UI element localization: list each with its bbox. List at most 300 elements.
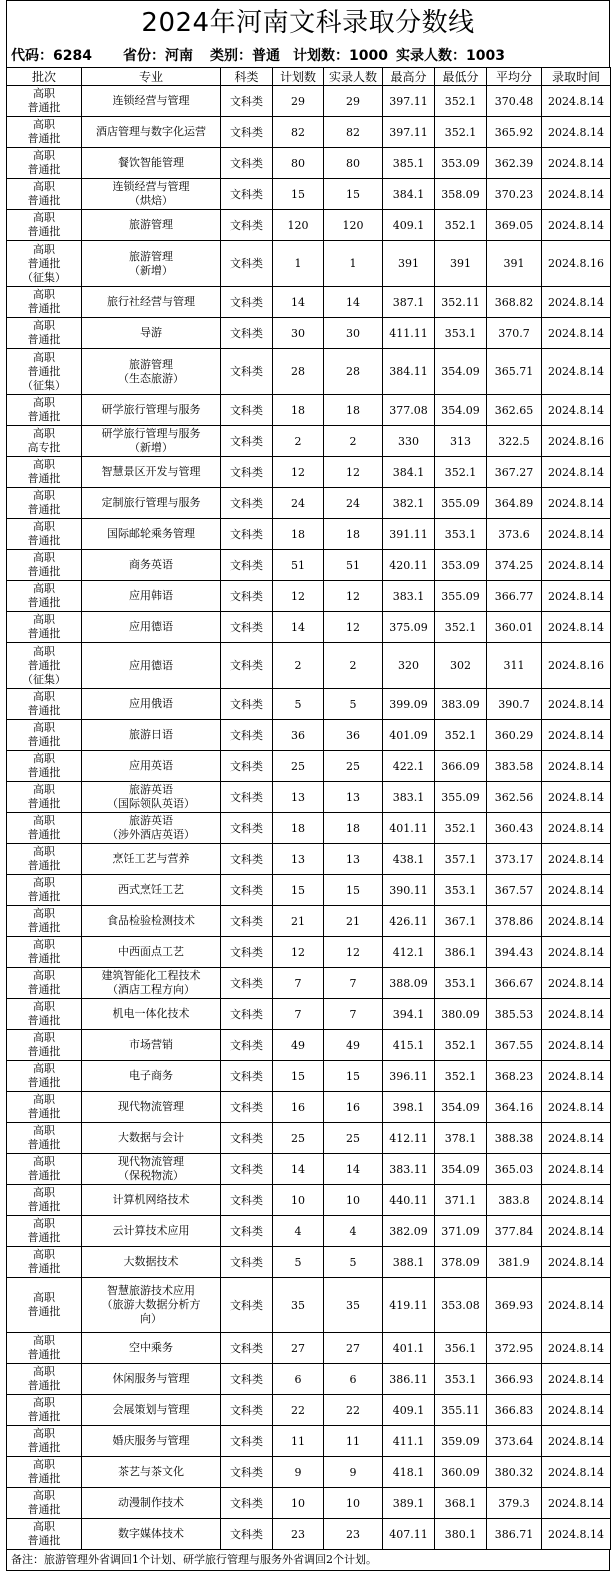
avg-score-cell: 369.93: [487, 1278, 542, 1333]
plan-cell: 27: [273, 1333, 324, 1364]
actual-cell: 25: [324, 1123, 383, 1154]
plan-cell: 9: [273, 1457, 324, 1488]
avg-score-cell: 366.77: [487, 581, 542, 612]
major-cell: 西式烹饪工艺: [82, 875, 221, 906]
min-score-cell: 366.09: [435, 751, 487, 782]
plan-cell: 80: [273, 148, 324, 179]
major-cell: 国际邮轮乘务管理: [82, 519, 221, 550]
plan-cell: 18: [273, 813, 324, 844]
table-row: [7, 906, 611, 937]
batch-cell: 高职 普通批: [7, 148, 82, 179]
actual-cell: 30: [324, 318, 383, 349]
table-row: [7, 1488, 611, 1519]
subject-cell: 文科类: [221, 318, 273, 349]
min-score-cell: 354.09: [435, 395, 487, 426]
header-date: 录取时间: [542, 68, 611, 86]
min-score-cell: 353.1: [435, 1364, 487, 1395]
subject-cell: 文科类: [221, 349, 273, 395]
min-score-cell: 352.1: [435, 457, 487, 488]
actual-cell: 6: [324, 1364, 383, 1395]
avg-score-cell: 322.5: [487, 426, 542, 457]
major-cell: 应用德语: [82, 643, 221, 689]
avg-score-cell: 380.32: [487, 1457, 542, 1488]
date-cell: 2024.8.14: [542, 1154, 611, 1185]
table-row: [7, 1185, 611, 1216]
batch-cell: 高职 普通批: [7, 519, 82, 550]
table-row: [7, 1030, 611, 1061]
avg-score-cell: 362.65: [487, 395, 542, 426]
plan-cell: 10: [273, 1488, 324, 1519]
avg-score-cell: 367.27: [487, 457, 542, 488]
actual-cell: 12: [324, 457, 383, 488]
major-cell: 大数据技术: [82, 1247, 221, 1278]
max-score-cell: 320: [383, 643, 435, 689]
table-body: [7, 86, 611, 1550]
min-score-cell: 380.1: [435, 1519, 487, 1550]
max-score-cell: 401.1: [383, 1333, 435, 1364]
plan-cell: 2: [273, 426, 324, 457]
date-cell: 2024.8.14: [542, 875, 611, 906]
plan-cell: 25: [273, 751, 324, 782]
avg-score-cell: 365.92: [487, 117, 542, 148]
max-score-cell: 388.09: [383, 968, 435, 999]
avg-score-cell: 362.39: [487, 148, 542, 179]
major-cell: 休闲服务与管理: [82, 1364, 221, 1395]
avg-score-cell: 366.67: [487, 968, 542, 999]
date-cell: 2024.8.14: [542, 1333, 611, 1364]
batch-cell: 高职 普通批 （征集）: [7, 241, 82, 287]
batch-cell: 高职 普通批: [7, 782, 82, 813]
max-score-cell: 386.11: [383, 1364, 435, 1395]
plan-cell: 24: [273, 488, 324, 519]
plan-cell: 18: [273, 395, 324, 426]
avg-score-cell: 370.48: [487, 86, 542, 117]
table-row: [7, 241, 611, 287]
batch-cell: 高职 普通批: [7, 179, 82, 210]
batch-cell: 高职 普通批: [7, 1395, 82, 1426]
actual-cell: 12: [324, 612, 383, 643]
batch-cell: 高职 普通批: [7, 1519, 82, 1550]
table-row: [7, 1519, 611, 1550]
actual-cell: 9: [324, 1457, 383, 1488]
subject-cell: 文科类: [221, 287, 273, 318]
max-score-cell: 384.1: [383, 457, 435, 488]
avg-score-cell: 383.58: [487, 751, 542, 782]
table-row: [7, 550, 611, 581]
actual-cell: 18: [324, 519, 383, 550]
table-row: [7, 395, 611, 426]
table-row: [7, 287, 611, 318]
subject-cell: 文科类: [221, 844, 273, 875]
avg-score-cell: 386.71: [487, 1519, 542, 1550]
date-cell: 2024.8.14: [542, 937, 611, 968]
plan-cell: 14: [273, 612, 324, 643]
subject-cell: 文科类: [221, 426, 273, 457]
avg-score-cell: 391: [487, 241, 542, 287]
min-score-cell: 378.09: [435, 1247, 487, 1278]
table-row: [7, 519, 611, 550]
batch-cell: 高职 普通批: [7, 86, 82, 117]
batch-cell: 高职 普通批: [7, 1364, 82, 1395]
table-row: [7, 937, 611, 968]
date-cell: 2024.8.14: [542, 782, 611, 813]
major-cell: 应用德语: [82, 612, 221, 643]
subject-cell: 文科类: [221, 86, 273, 117]
min-score-cell: 355.09: [435, 782, 487, 813]
major-cell: 研学旅行管理与服务 （新增）: [82, 426, 221, 457]
major-cell: 旅游英语 （国际领队英语）: [82, 782, 221, 813]
subject-cell: 文科类: [221, 1123, 273, 1154]
table-row: [7, 1123, 611, 1154]
max-score-cell: 384.11: [383, 349, 435, 395]
actual-cell: 49: [324, 1030, 383, 1061]
major-cell: 连锁经营与管理: [82, 86, 221, 117]
table-row: [7, 1278, 611, 1333]
major-cell: 旅行社经营与管理: [82, 287, 221, 318]
max-score-cell: 385.1: [383, 148, 435, 179]
avg-score-cell: 374.25: [487, 550, 542, 581]
subject-cell: 文科类: [221, 117, 273, 148]
table-row: [7, 1395, 611, 1426]
code-label: 代码：6284: [11, 48, 92, 64]
table-row: [7, 581, 611, 612]
plan-cell: 12: [273, 937, 324, 968]
plan-cell: 22: [273, 1395, 324, 1426]
max-score-cell: 397.11: [383, 117, 435, 148]
max-score-cell: 330: [383, 426, 435, 457]
min-score-cell: 354.09: [435, 349, 487, 395]
batch-cell: 高职 普通批: [7, 1030, 82, 1061]
plan-cell: 120: [273, 210, 324, 241]
subject-cell: 文科类: [221, 210, 273, 241]
min-score-cell: 352.11: [435, 287, 487, 318]
actual-cell: 25: [324, 751, 383, 782]
max-score-cell: 420.11: [383, 550, 435, 581]
batch-cell: 高职 高专批: [7, 426, 82, 457]
actual-cell: 22: [324, 1395, 383, 1426]
date-cell: 2024.8.14: [542, 720, 611, 751]
max-score-cell: 419.11: [383, 1278, 435, 1333]
actual-cell: 2: [324, 426, 383, 457]
avg-score-cell: 373.6: [487, 519, 542, 550]
avg-score-cell: 362.56: [487, 782, 542, 813]
batch-cell: 高职 普通批: [7, 488, 82, 519]
subject-cell: 文科类: [221, 148, 273, 179]
subject-cell: 文科类: [221, 875, 273, 906]
actual-cell: 13: [324, 844, 383, 875]
avg-score-cell: 365.71: [487, 349, 542, 395]
min-score-cell: 383.09: [435, 689, 487, 720]
avg-score-cell: 365.03: [487, 1154, 542, 1185]
table-row: [7, 844, 611, 875]
actual-cell: 18: [324, 813, 383, 844]
actual-cell: 24: [324, 488, 383, 519]
table-row: [7, 643, 611, 689]
table-row: [7, 349, 611, 395]
subject-cell: 文科类: [221, 813, 273, 844]
plan-cell: 6: [273, 1364, 324, 1395]
min-score-cell: 352.1: [435, 1030, 487, 1061]
max-score-cell: 391.11: [383, 519, 435, 550]
plan-cell: 30: [273, 318, 324, 349]
header-avg: 平均分: [487, 68, 542, 86]
actual-cell: 10: [324, 1185, 383, 1216]
actual-cell: 15: [324, 875, 383, 906]
min-score-cell: 355.11: [435, 1395, 487, 1426]
plan-cell: 4: [273, 1216, 324, 1247]
major-cell: 建筑智能化工程技术 （酒店工程方向）: [82, 968, 221, 999]
date-cell: 2024.8.14: [542, 612, 611, 643]
date-cell: 2024.8.14: [542, 210, 611, 241]
major-cell: 智慧旅游技术应用 （旅游大数据分析方 向）: [82, 1278, 221, 1333]
batch-cell: 高职 普通批: [7, 968, 82, 999]
actual-cell: 12: [324, 937, 383, 968]
subject-cell: 文科类: [221, 1519, 273, 1550]
batch-cell: 高职 普通批: [7, 813, 82, 844]
max-score-cell: 412.11: [383, 1123, 435, 1154]
min-score-cell: 386.1: [435, 937, 487, 968]
date-cell: 2024.8.14: [542, 1092, 611, 1123]
min-score-cell: 354.09: [435, 1154, 487, 1185]
actual-cell: 29: [324, 86, 383, 117]
avg-score-cell: 370.23: [487, 179, 542, 210]
subject-cell: 文科类: [221, 581, 273, 612]
max-score-cell: 401.09: [383, 720, 435, 751]
date-cell: 2024.8.14: [542, 1061, 611, 1092]
max-score-cell: 412.1: [383, 937, 435, 968]
plan-cell: 7: [273, 999, 324, 1030]
max-score-cell: 418.1: [383, 1457, 435, 1488]
min-score-cell: 368.1: [435, 1488, 487, 1519]
min-score-cell: 353.09: [435, 148, 487, 179]
plan-cell: 15: [273, 875, 324, 906]
batch-cell: 高职 普通批: [7, 1061, 82, 1092]
table-row: [7, 1154, 611, 1185]
major-cell: 旅游日语: [82, 720, 221, 751]
actual-cell: 15: [324, 179, 383, 210]
plan-cell: 23: [273, 1519, 324, 1550]
actual-cell: 35: [324, 1278, 383, 1333]
subject-cell: 文科类: [221, 612, 273, 643]
batch-cell: 高职 普通批 （征集）: [7, 349, 82, 395]
min-score-cell: 352.1: [435, 86, 487, 117]
batch-cell: 高职 普通批: [7, 875, 82, 906]
major-cell: 酒店管理与数字化运营: [82, 117, 221, 148]
subject-cell: 文科类: [221, 488, 273, 519]
actual-cell: 21: [324, 906, 383, 937]
subject-cell: 文科类: [221, 999, 273, 1030]
date-cell: 2024.8.16: [542, 643, 611, 689]
actual-cell: 14: [324, 1154, 383, 1185]
major-cell: 会展策划与管理: [82, 1395, 221, 1426]
max-score-cell: 382.1: [383, 488, 435, 519]
max-score-cell: 426.11: [383, 906, 435, 937]
min-score-cell: 353.09: [435, 550, 487, 581]
plan-cell: 14: [273, 287, 324, 318]
date-cell: 2024.8.14: [542, 1395, 611, 1426]
date-cell: 2024.8.14: [542, 1278, 611, 1333]
avg-score-cell: 378.86: [487, 906, 542, 937]
date-cell: 2024.8.14: [542, 1457, 611, 1488]
subject-cell: 文科类: [221, 550, 273, 581]
major-cell: 连锁经营与管理 （烘焙）: [82, 179, 221, 210]
header-subject: 科类: [221, 68, 273, 86]
date-cell: 2024.8.14: [542, 1488, 611, 1519]
major-cell: 餐饮智能管理: [82, 148, 221, 179]
major-cell: 食品检验检测技术: [82, 906, 221, 937]
min-score-cell: 367.1: [435, 906, 487, 937]
admission-sheet: [6, 0, 610, 1571]
actual-cell: 4: [324, 1216, 383, 1247]
batch-cell: 高职 普通批: [7, 395, 82, 426]
max-score-cell: 399.09: [383, 689, 435, 720]
date-cell: 2024.8.14: [542, 813, 611, 844]
avg-score-cell: 372.95: [487, 1333, 542, 1364]
date-cell: 2024.8.14: [542, 148, 611, 179]
avg-score-cell: 383.8: [487, 1185, 542, 1216]
batch-cell: 高职 普通批: [7, 1333, 82, 1364]
actual-cell: 12: [324, 581, 383, 612]
date-cell: 2024.8.14: [542, 1123, 611, 1154]
plan-cell: 49: [273, 1030, 324, 1061]
major-cell: 应用英语: [82, 751, 221, 782]
min-score-cell: 354.09: [435, 1092, 487, 1123]
header-batch: 批次: [7, 68, 82, 86]
batch-cell: 高职 普通批: [7, 1154, 82, 1185]
table-row: [7, 488, 611, 519]
min-score-cell: 302: [435, 643, 487, 689]
actual-cell: 11: [324, 1426, 383, 1457]
batch-cell: 高职 普通批: [7, 457, 82, 488]
major-cell: 云计算技术应用: [82, 1216, 221, 1247]
header-major: 专业: [82, 68, 221, 86]
major-cell: 烹饪工艺与营养: [82, 844, 221, 875]
avg-score-cell: 311: [487, 643, 542, 689]
date-cell: 2024.8.14: [542, 287, 611, 318]
plan-cell: 25: [273, 1123, 324, 1154]
date-cell: 2024.8.14: [542, 179, 611, 210]
major-cell: 旅游英语 （涉外酒店英语）: [82, 813, 221, 844]
batch-cell: 高职 普通批: [7, 1247, 82, 1278]
avg-score-cell: 385.53: [487, 999, 542, 1030]
avg-score-cell: 360.43: [487, 813, 542, 844]
table-row: [7, 1216, 611, 1247]
major-cell: 茶艺与茶文化: [82, 1457, 221, 1488]
table-row: [7, 318, 611, 349]
subject-cell: 文科类: [221, 1457, 273, 1488]
table-row: [7, 1092, 611, 1123]
batch-cell: 高职 普通批: [7, 1092, 82, 1123]
batch-cell: 高职 普通批: [7, 581, 82, 612]
major-cell: 应用韩语: [82, 581, 221, 612]
subject-cell: 文科类: [221, 1030, 273, 1061]
avg-score-cell: 381.9: [487, 1247, 542, 1278]
actual-cell: 23: [324, 1519, 383, 1550]
max-score-cell: 390.11: [383, 875, 435, 906]
plan-cell: 10: [273, 1185, 324, 1216]
plan-cell: 15: [273, 1061, 324, 1092]
subject-cell: 文科类: [221, 1092, 273, 1123]
batch-cell: 高职 普通批 （征集）: [7, 643, 82, 689]
date-cell: 2024.8.14: [542, 1426, 611, 1457]
subject-cell: 文科类: [221, 689, 273, 720]
table-row: [7, 1457, 611, 1488]
min-score-cell: 357.1: [435, 844, 487, 875]
actual-cell: 120: [324, 210, 383, 241]
table-row: [7, 210, 611, 241]
subject-cell: 文科类: [221, 519, 273, 550]
table-row: [7, 1061, 611, 1092]
avg-score-cell: 368.82: [487, 287, 542, 318]
major-cell: 研学旅行管理与服务: [82, 395, 221, 426]
major-cell: 计算机网络技术: [82, 1185, 221, 1216]
page-title: 2024年河南文科录取分数线: [6, 0, 610, 45]
max-score-cell: 438.1: [383, 844, 435, 875]
major-cell: 数字媒体技术: [82, 1519, 221, 1550]
header-actual: 实录人数: [324, 68, 383, 86]
max-score-cell: 422.1: [383, 751, 435, 782]
plan-cell: 28: [273, 349, 324, 395]
max-score-cell: 383.1: [383, 581, 435, 612]
batch-cell: 高职 普通批: [7, 1457, 82, 1488]
batch-cell: 高职 普通批: [7, 1216, 82, 1247]
subject-cell: 文科类: [221, 241, 273, 287]
date-cell: 2024.8.14: [542, 318, 611, 349]
actual-cell: 18: [324, 395, 383, 426]
plan-cell: 1: [273, 241, 324, 287]
table-row: [7, 968, 611, 999]
table-row: [7, 1247, 611, 1278]
plan-cell: 5: [273, 1247, 324, 1278]
batch-cell: 高职 普通批: [7, 844, 82, 875]
subject-cell: 文科类: [221, 1278, 273, 1333]
plan-cell: 11: [273, 1426, 324, 1457]
avg-score-cell: 369.05: [487, 210, 542, 241]
subject-cell: 文科类: [221, 720, 273, 751]
table-row: [7, 148, 611, 179]
max-score-cell: 391: [383, 241, 435, 287]
actual-cell: 7: [324, 999, 383, 1030]
table-row: [7, 689, 611, 720]
table-row: [7, 875, 611, 906]
subject-cell: 文科类: [221, 1488, 273, 1519]
batch-cell: 高职 普通批: [7, 612, 82, 643]
max-score-cell: 401.11: [383, 813, 435, 844]
min-score-cell: 353.1: [435, 519, 487, 550]
major-cell: 婚庆服务与管理: [82, 1426, 221, 1457]
actual-cell: 27: [324, 1333, 383, 1364]
date-cell: 2024.8.14: [542, 1185, 611, 1216]
date-cell: 2024.8.16: [542, 241, 611, 287]
date-cell: 2024.8.14: [542, 906, 611, 937]
major-cell: 旅游管理: [82, 210, 221, 241]
max-score-cell: 396.11: [383, 1061, 435, 1092]
min-score-cell: 352.1: [435, 813, 487, 844]
date-cell: 2024.8.14: [542, 488, 611, 519]
plan-cell: 16: [273, 1092, 324, 1123]
avg-score-cell: 360.29: [487, 720, 542, 751]
min-score-cell: 352.1: [435, 210, 487, 241]
major-cell: 商务英语: [82, 550, 221, 581]
min-score-cell: 371.09: [435, 1216, 487, 1247]
avg-score-cell: 364.89: [487, 488, 542, 519]
subject-cell: 文科类: [221, 906, 273, 937]
batch-cell: 高职 普通批: [7, 1278, 82, 1333]
plan-cell: 36: [273, 720, 324, 751]
date-cell: 2024.8.14: [542, 395, 611, 426]
avg-score-cell: 366.83: [487, 1395, 542, 1426]
plan-cell: 12: [273, 457, 324, 488]
